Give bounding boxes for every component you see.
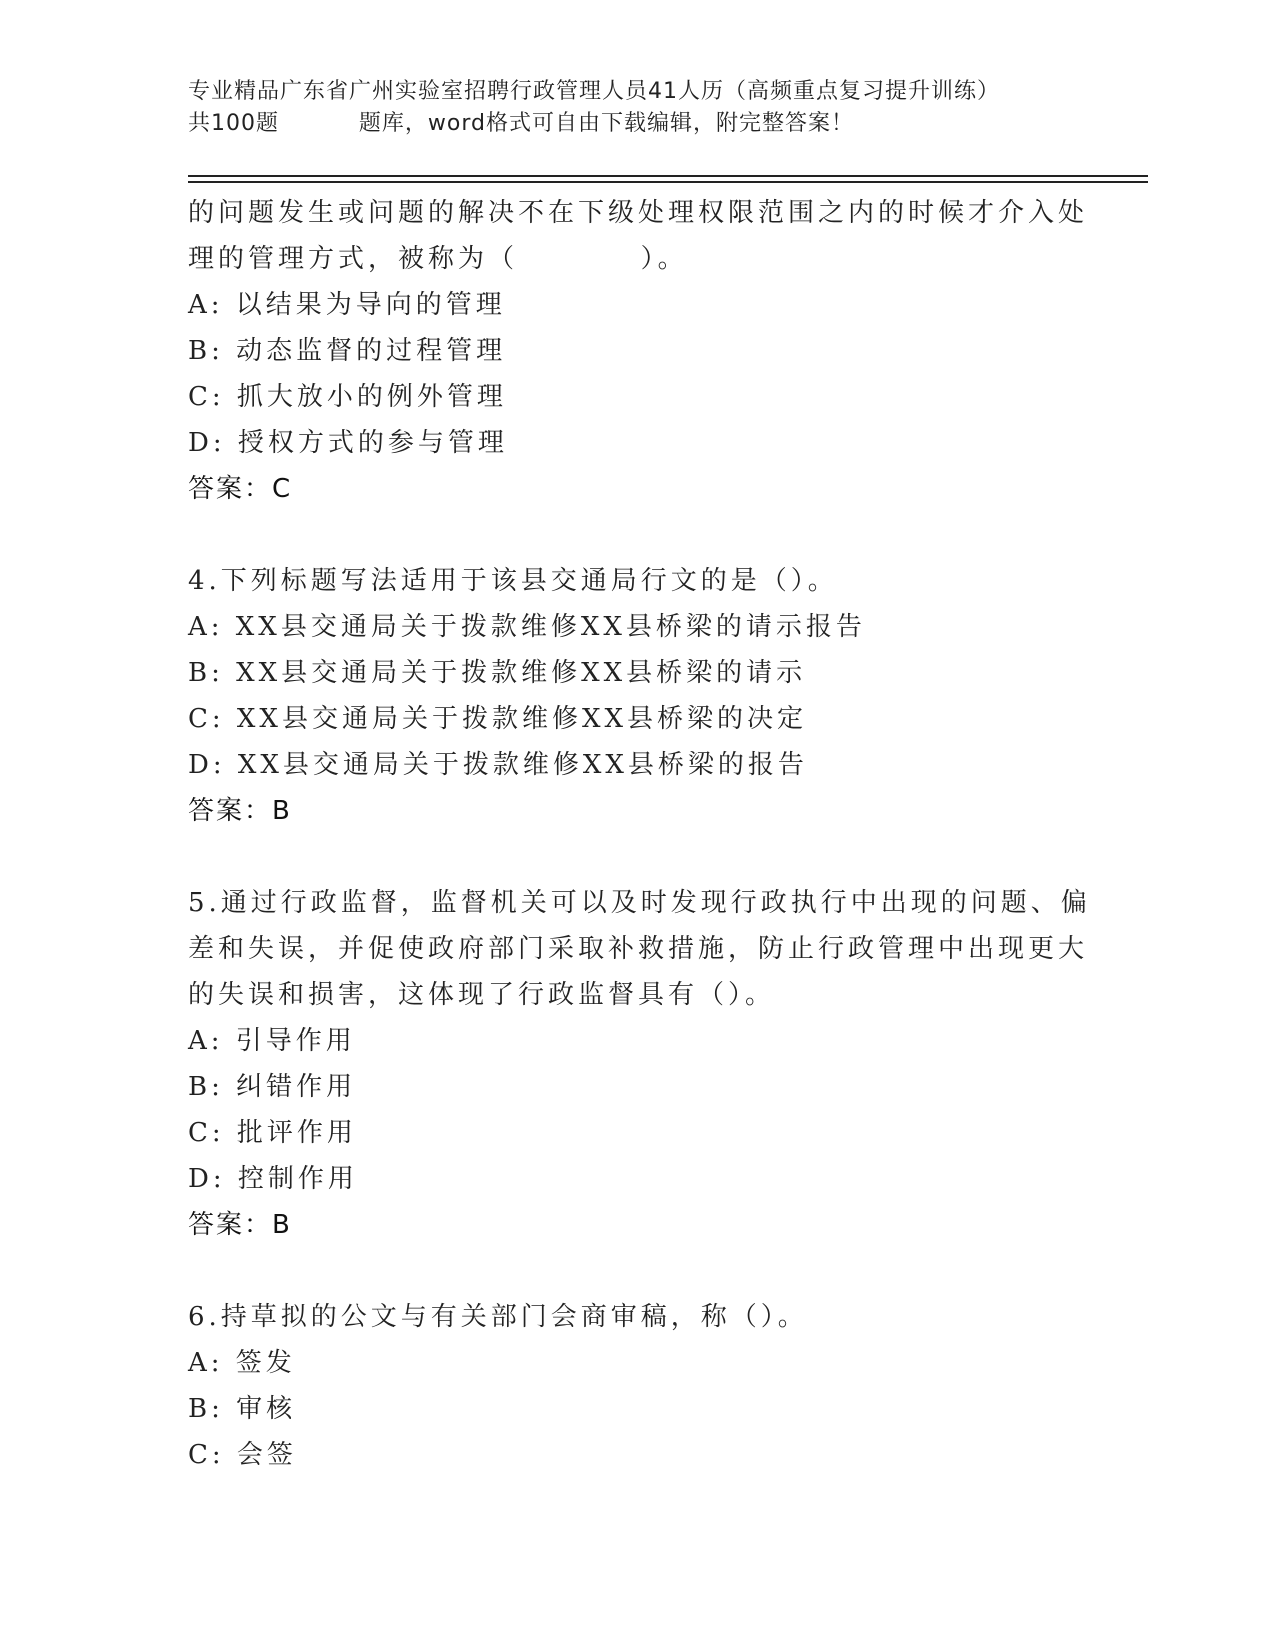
page-header — [188, 76, 1088, 140]
question-3 — [188, 190, 1088, 512]
header-divider-bottom — [188, 181, 1148, 183]
option-c: C: 抓大放小的例外管理 — [188, 382, 507, 412]
option-a: A: 引导作用 — [188, 1026, 356, 1056]
option-d: D: 控制作用 — [188, 1164, 358, 1194]
option-c: C: 批评作用 — [188, 1118, 357, 1148]
option-d: D: XX县交通局关于拨款维修XX县桥梁的报告 — [188, 750, 808, 780]
option-b: B: 动态监督的过程管理 — [188, 336, 507, 366]
option-b: B: 纠错作用 — [188, 1072, 357, 1102]
question-stem: 的问题发生或问题的解决不在下级处理权限范围之内的时候才介入处 — [188, 198, 1089, 228]
spacer — [188, 1248, 1088, 1294]
spacer — [188, 512, 1088, 558]
option-c: C: 会签 — [188, 1440, 297, 1470]
header-title-line-2: 共100题 题库，word格式可自由下载编辑，附完整答案！ — [188, 111, 855, 136]
spacer — [188, 834, 1088, 880]
option-a: A: 以结果为导向的管理 — [188, 290, 506, 320]
question-list — [188, 190, 1091, 1478]
question-stem: 差和失误，并促使政府部门采取补救措施，防止行政管理中出现更大 — [188, 934, 1089, 964]
option-c: C: XX县交通局关于拨款维修XX县桥梁的决定 — [188, 704, 807, 734]
answer-text: 答案：B — [188, 1210, 292, 1240]
option-a: A: 签发 — [188, 1348, 296, 1378]
question-stem: 理的管理方式，被称为（ ）。 — [188, 244, 688, 274]
header-divider-top — [188, 175, 1148, 177]
option-a: A: XX县交通局关于拨款维修XX县桥梁的请示报告 — [188, 612, 866, 642]
option-d: D: 授权方式的参与管理 — [188, 428, 508, 458]
question-5 — [188, 880, 1091, 1248]
question-stem: 6.持草拟的公文与有关部门会商审稿，称（）。 — [188, 1302, 808, 1332]
question-6 — [188, 1294, 1088, 1478]
option-b: B: XX县交通局关于拨款维修XX县桥梁的请示 — [188, 658, 807, 688]
question-4 — [188, 558, 1088, 834]
question-stem: 4.下列标题写法适用于该县交通局行文的是（）。 — [188, 566, 838, 596]
answer-text: 答案：B — [188, 796, 292, 826]
header-title-line-1: 专业精品广东省广州实验室招聘行政管理人员41人历（高频重点复习提升训练） — [188, 79, 1000, 104]
option-b: B: 审核 — [188, 1394, 297, 1424]
question-stem: 5.通过行政监督，监督机关可以及时发现行政执行中出现的问题、偏 — [188, 888, 1091, 918]
question-stem: 的失误和损害，这体现了行政监督具有（）。 — [188, 980, 776, 1010]
answer-text: 答案：C — [188, 474, 293, 504]
